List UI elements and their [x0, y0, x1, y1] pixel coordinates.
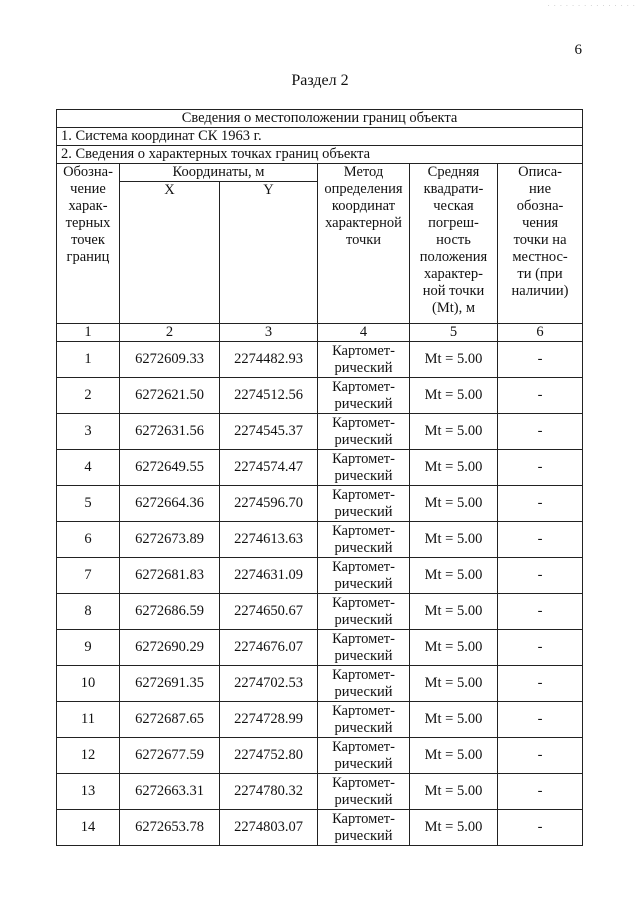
- method: Картомет- рический: [318, 378, 410, 414]
- column-number: 5: [410, 324, 498, 342]
- y-coordinate: 2274702.53: [220, 666, 318, 702]
- method: Картомет- рический: [318, 522, 410, 558]
- table-row: [57, 378, 583, 414]
- point-number: 1: [57, 342, 120, 378]
- mt-value: Mt = 5.00: [410, 594, 498, 630]
- mt-value: Mt = 5.00: [410, 342, 498, 378]
- y-coordinate: 2274676.07: [220, 630, 318, 666]
- description: -: [498, 522, 583, 558]
- description: -: [498, 702, 583, 738]
- y-coordinate: 2274752.80: [220, 738, 318, 774]
- point-number: 8: [57, 594, 120, 630]
- method: Картомет- рический: [318, 594, 410, 630]
- mt-value: Mt = 5.00: [410, 774, 498, 810]
- point-number: 9: [57, 630, 120, 666]
- method: Картомет- рический: [318, 810, 410, 846]
- table-row: [57, 522, 583, 558]
- coord-system: 1. Система координат СК 1963 г.: [57, 128, 583, 146]
- table-row: [57, 702, 583, 738]
- point-number: 12: [57, 738, 120, 774]
- point-number: 6: [57, 522, 120, 558]
- y-coordinate: 2274780.32: [220, 774, 318, 810]
- method: Картомет- рический: [318, 666, 410, 702]
- mt-value: Mt = 5.00: [410, 810, 498, 846]
- mt-value: Mt = 5.00: [410, 558, 498, 594]
- mt-value: Mt = 5.00: [410, 414, 498, 450]
- point-number: 11: [57, 702, 120, 738]
- column-number: 2: [120, 324, 220, 342]
- method: Картомет- рический: [318, 702, 410, 738]
- method: Картомет- рический: [318, 450, 410, 486]
- point-number: 2: [57, 378, 120, 414]
- mt-value: Mt = 5.00: [410, 378, 498, 414]
- table-row: [57, 342, 583, 378]
- section-title: Раздел 2: [291, 72, 349, 89]
- y-coordinate: 2274631.09: [220, 558, 318, 594]
- description: -: [498, 666, 583, 702]
- method: Картомет- рический: [318, 630, 410, 666]
- column-number: 4: [318, 324, 410, 342]
- table-row: [57, 414, 583, 450]
- x-coordinate: 6272663.31: [120, 774, 220, 810]
- y-coordinate: 2274512.56: [220, 378, 318, 414]
- table-row: [57, 666, 583, 702]
- point-number: 14: [57, 810, 120, 846]
- page-number: 6: [574, 42, 582, 58]
- column-number: 3: [220, 324, 318, 342]
- table-row: [57, 558, 583, 594]
- y-coordinate: 2274574.47: [220, 450, 318, 486]
- x-coordinate: 6272653.78: [120, 810, 220, 846]
- table-title: Сведения о местоположении границ объекта: [57, 110, 583, 128]
- points-heading: 2. Сведения о характерных точках границ объекта: [57, 146, 583, 164]
- mt-value: Mt = 5.00: [410, 666, 498, 702]
- description: -: [498, 594, 583, 630]
- header-y-spacer: [220, 199, 318, 324]
- table-row: [57, 810, 583, 846]
- point-number: 7: [57, 558, 120, 594]
- scan-artifact: · · · · · · · · · · · · · · ·: [547, 2, 636, 10]
- point-number: 4: [57, 450, 120, 486]
- column-number: 6: [498, 324, 583, 342]
- mt-value: Mt = 5.00: [410, 486, 498, 522]
- y-coordinate: 2274803.07: [220, 810, 318, 846]
- table-row: [57, 486, 583, 522]
- y-coordinate: 2274650.67: [220, 594, 318, 630]
- table-row: [57, 450, 583, 486]
- table-row: [57, 630, 583, 666]
- y-coordinate: 2274596.70: [220, 486, 318, 522]
- method: Картомет- рический: [318, 774, 410, 810]
- header-error: Средняя квадрати- ческая погреш- ность положения характер- ной точки (Mt), м: [410, 164, 498, 324]
- x-coordinate: 6272673.89: [120, 522, 220, 558]
- method: Картомет- рический: [318, 342, 410, 378]
- x-coordinate: 6272631.56: [120, 414, 220, 450]
- header-x: X: [120, 182, 220, 200]
- mt-value: Mt = 5.00: [410, 702, 498, 738]
- mt-value: Mt = 5.00: [410, 738, 498, 774]
- column-number: 1: [57, 324, 120, 342]
- description: -: [498, 630, 583, 666]
- header-coordinates: Координаты, м: [120, 164, 318, 182]
- x-coordinate: 6272686.59: [120, 594, 220, 630]
- method: Картомет- рический: [318, 558, 410, 594]
- description: -: [498, 558, 583, 594]
- table-row: [57, 774, 583, 810]
- x-coordinate: 6272609.33: [120, 342, 220, 378]
- x-coordinate: 6272691.35: [120, 666, 220, 702]
- point-number: 10: [57, 666, 120, 702]
- description: -: [498, 378, 583, 414]
- x-coordinate: 6272690.29: [120, 630, 220, 666]
- x-coordinate: 6272664.36: [120, 486, 220, 522]
- point-number: 3: [57, 414, 120, 450]
- x-coordinate: 6272681.83: [120, 558, 220, 594]
- mt-value: Mt = 5.00: [410, 522, 498, 558]
- method: Картомет- рический: [318, 738, 410, 774]
- description: -: [498, 774, 583, 810]
- method: Картомет- рический: [318, 486, 410, 522]
- description: -: [498, 486, 583, 522]
- description: -: [498, 450, 583, 486]
- x-coordinate: 6272649.55: [120, 450, 220, 486]
- header-designation: Обозна- чение харак- терных точек границ: [57, 164, 120, 324]
- header-method: Метод определения координат характерной точки: [318, 164, 410, 324]
- table-row: [57, 738, 583, 774]
- header-y: Y: [220, 182, 318, 200]
- y-coordinate: 2274728.99: [220, 702, 318, 738]
- description: -: [498, 342, 583, 378]
- header-description: Описа- ние обозна- чения точки на местнос- ти (при наличии): [498, 164, 583, 324]
- point-number: 5: [57, 486, 120, 522]
- x-coordinate: 6272621.50: [120, 378, 220, 414]
- mt-value: Mt = 5.00: [410, 450, 498, 486]
- description: -: [498, 810, 583, 846]
- mt-value: Mt = 5.00: [410, 630, 498, 666]
- boundary-points-table: [56, 109, 583, 846]
- header-x-spacer: [120, 199, 220, 324]
- method: Картомет- рический: [318, 414, 410, 450]
- y-coordinate: 2274482.93: [220, 342, 318, 378]
- x-coordinate: 6272687.65: [120, 702, 220, 738]
- description: -: [498, 414, 583, 450]
- table-row: [57, 594, 583, 630]
- point-number: 13: [57, 774, 120, 810]
- description: -: [498, 738, 583, 774]
- y-coordinate: 2274613.63: [220, 522, 318, 558]
- x-coordinate: 6272677.59: [120, 738, 220, 774]
- y-coordinate: 2274545.37: [220, 414, 318, 450]
